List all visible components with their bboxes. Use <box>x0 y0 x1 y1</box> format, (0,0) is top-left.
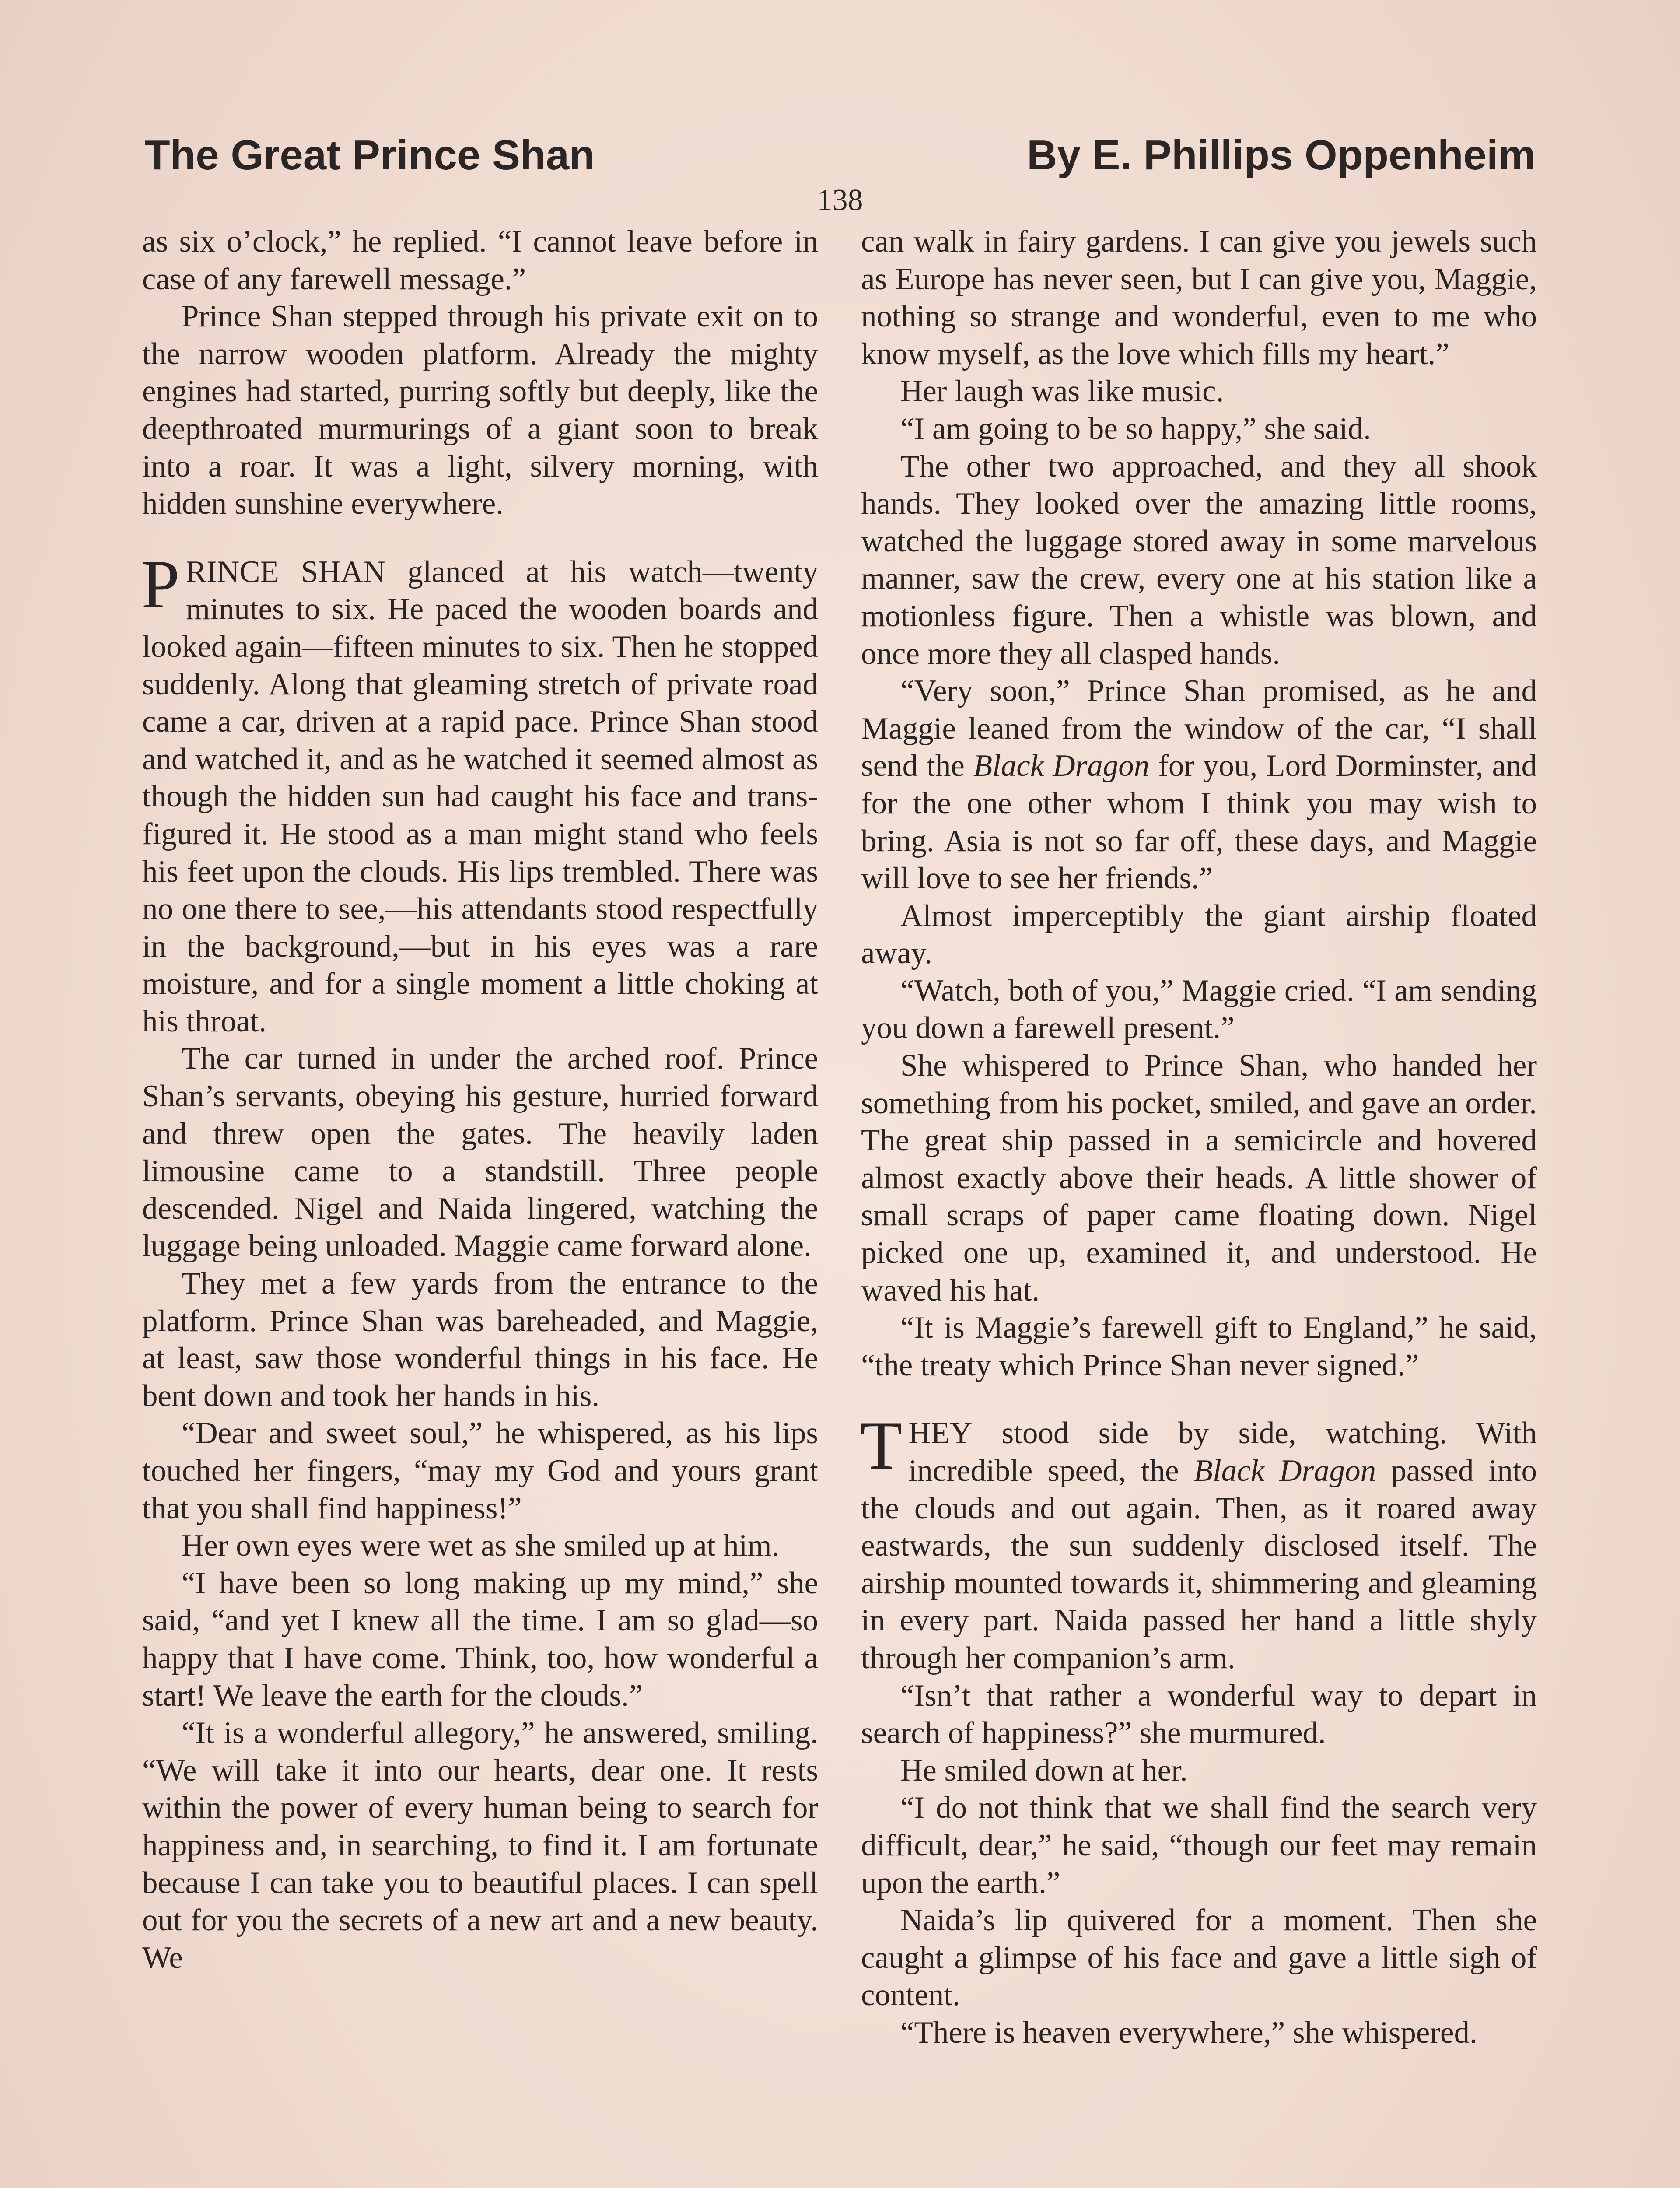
paragraph: “I do not think that we shall find the search very difficult, dear,” he said, “though our feet may remain upon the earth.” <box>861 1791 1537 1900</box>
page-number: 138 <box>817 183 863 217</box>
running-head <box>144 131 1536 188</box>
paragraph: Her laugh was like music. <box>900 374 1224 409</box>
drop-cap: T <box>860 1407 903 1484</box>
paragraph: as six o’clock,” he replied. “I cannot leave before in case of any farewell message.” <box>142 224 818 296</box>
paragraph: The other two approached, and they all shook hands. They looked over the amazing little rooms, watched the luggage stored away in some marvelous manner, saw the crew, every one at his station like a motionless figure. Then a whistle was blown, and once more they all clasped hands. <box>861 449 1537 671</box>
small-caps-lead: RINCE SHAN <box>186 554 386 589</box>
paragraph: She whispered to Prince Shan, who handed her something from his pocket, smiled, and gave an order. The great ship passed in a semicircle and hovered almost exactly above their heads. A little shower of small scraps of paper came floating down. Nigel picked one up, examined it, and understood. He waved his hat. <box>861 1048 1537 1308</box>
paragraph: “It is Maggie’s farewell gift to England,” he said, “the treaty which Prince Shan never signed.” <box>861 1311 1537 1382</box>
paragraph: “Very soon,” Prince Shan promised, as he and Maggie leaned from the window of the car, “I shall send the Black Dragon for you, Lord Dorminster, and for the one other whom I think you may wish to bring. Asia is not so far off, these days, and Maggie will love to see her friends.” <box>861 674 1537 896</box>
paragraph: The car turned in under the arched roof. Prince Shan’s servants, obeying his gesture, hurried forward and threw open the gates. The heavily laden limousine came to a standstill. Three people descended. Nigel and Naida lingered, watching the luggage being unloaded. Maggie came forward alone. <box>142 1041 818 1263</box>
paragraph: “Isn’t that rather a wonderful way to depart in search of happiness?” she murmured. <box>861 1678 1537 1750</box>
paragraph: Almost imperceptibly the giant airship floated away. <box>861 898 1537 971</box>
paragraph: “I am going to be so happy,” she said. <box>900 411 1371 446</box>
paragraph: They met a few yards from the entrance to the platform. Prince Shan was bareheaded, and Maggie, at least, saw those wonderful things in his face. He bent down and took her hands in his. <box>142 1266 818 1413</box>
paragraph: He smiled down at her. <box>900 1753 1188 1788</box>
paragraph: “I have been so long making up my mind,” she said, “and yet I knew all the time. I am so glad—so happy that I have come. Think, too, how wonderful a start! We leave the earth for the clouds.” <box>142 1566 818 1713</box>
paragraph: “Watch, both of you,” Maggie cried. “I am sending you down a farewell present.” <box>861 973 1537 1045</box>
paragraph: Her own eyes were wet as she smiled up at him. <box>182 1529 780 1563</box>
paragraph: “Dear and sweet soul,” he whispered, as his lips touched her fingers, “may my God and yours grant that you shall find happiness!” <box>142 1416 818 1525</box>
paragraph: can walk in fairy gardens. I can give you jewels such as Europe has never seen, but I can give you, Maggie, nothing so strange and wonderful, even to me who know myself, as the love which fills my heart.” <box>861 224 1537 371</box>
paragraph: “It is a wonderful allegory,” he answered, smiling. “We will take it into our hearts, dear one. It rests within the power of every human being to search for happiness and, in searching, to find it. I am fortunate because I can take you to beautiful places. I can spell out for you the secrets of a new art and a new beauty. We <box>142 1716 818 1975</box>
paragraph: Prince Shan stepped through his private exit on to the narrow wooden platform. Already the mighty engines had started, purring softly but deeply, like the deepthroated murmurings of a giant soon to break into a roar. It was a light, silvery morning, with hidden sunshine everywhere. <box>142 299 818 521</box>
paragraph: “There is heaven everywhere,” she whispered. <box>900 2015 1477 2050</box>
drop-cap: P <box>141 546 180 623</box>
right-column <box>861 223 1537 2052</box>
ship-name: Black Dragon <box>973 749 1150 783</box>
ship-name: Black Dragon <box>1194 1454 1376 1488</box>
author-byline: By E. Phillips Oppenheim <box>1027 132 1536 179</box>
section-paragraph: THEY stood side by side, watching. With incredible speed, the Black Dragon passed into the clouds and out again. Then, as it roared away eastwards, the sun suddenly disclosed itself. The airship mounted towards it, shimmering and gleaming in every part. Naida passed her hand a little shyly through her companion’s arm. <box>860 1407 1537 1675</box>
paragraph-text: glanced at his watch—twenty minutes to six. He paced the wooden boards and looked again—fifteen minutes to six. Then he stopped suddenly. Along that gleaming stretch of private road came a car, driven at a rapid pace. Prince Shan stood and watched it, and as he watched it seemed almost as though the hidden sun had caught his face and transfigured it. He stood as a man might stand who feels his feet upon the clouds. His lips trembled. There was no one there to see,—his attendants stood respectfully in the background,—but in his eyes was a rare moisture, and for a single moment a little choking at his throat. <box>142 554 818 1038</box>
small-caps-lead: HEY <box>908 1416 973 1451</box>
left-column <box>142 223 818 1977</box>
story-title: The Great Prince Shan <box>144 132 595 179</box>
section-paragraph <box>141 546 818 1041</box>
paragraph: Naida’s lip quivered for a moment. Then she caught a glimpse of his face and gave a little sigh of content. <box>861 1903 1537 2013</box>
